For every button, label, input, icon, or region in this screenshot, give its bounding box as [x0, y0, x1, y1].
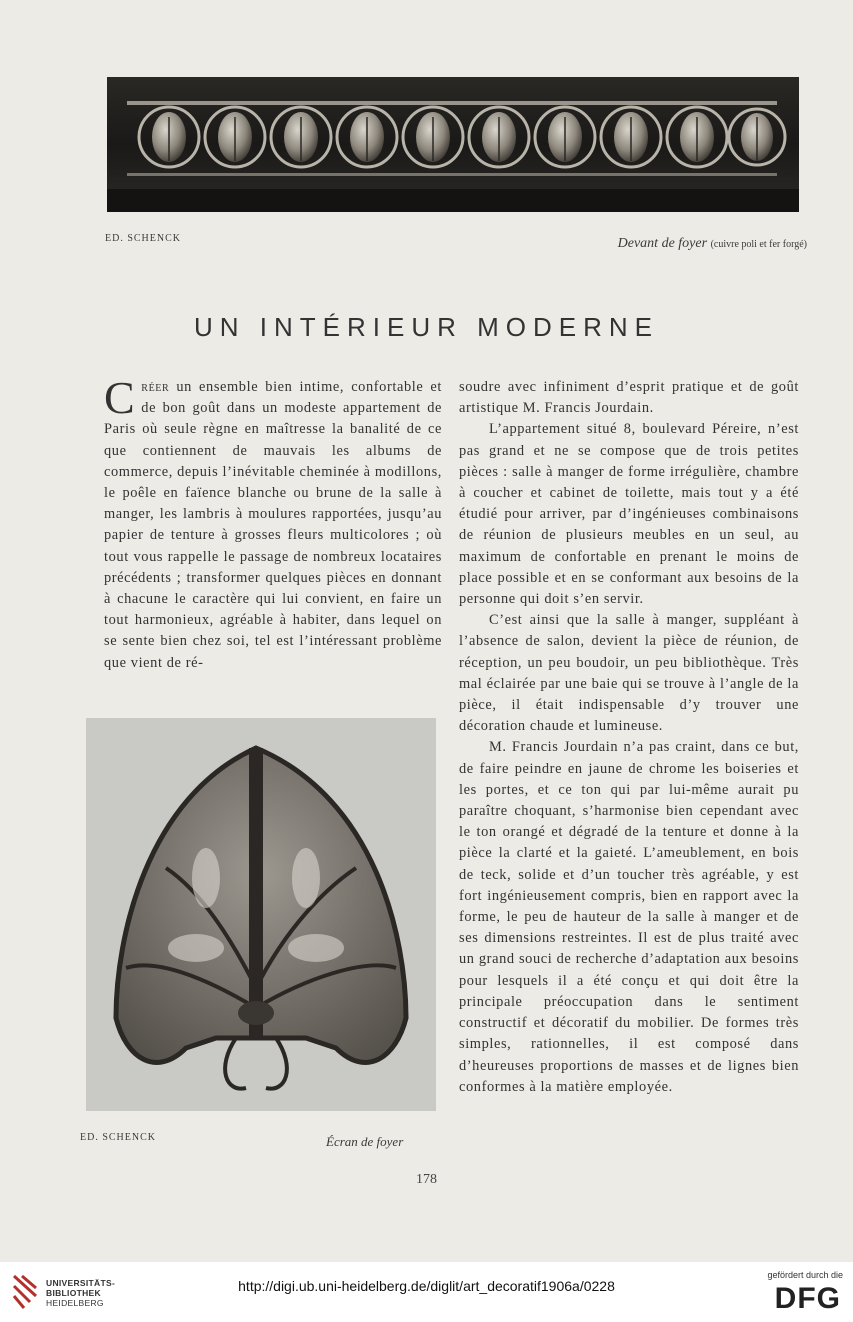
fire-screen-photo — [86, 718, 436, 1111]
viewer-footer — [0, 1262, 853, 1322]
library-line-1: UNIVERSITÄTS- — [46, 1278, 116, 1288]
figure1-caption-detail: (cuivre poli et fer forgé) — [710, 239, 807, 250]
dfg-logo[interactable]: DFG — [774, 1282, 841, 1315]
paragraph-1: soudre avec infiniment d’esprit pratique et de goût artistique M. Francis Jourdain. — [459, 379, 799, 417]
funding-label: gefördert durch die — [767, 1270, 843, 1280]
paragraph-2: L’appartement situé 8, boulevard Péreire, n’est pas grand et ne se compose que de trois petites pièces : salle à manger de forme irrégulière, chambre à coucher et cabinet de toilette, mais tout y a été étudié pour arriver, par d’ingénieuses combinaisons de réunion de plusieurs meubles en un seul, au maximum de confortable en prenant le moins de place possible et en se conformant aux besoins de la personne qui doit s’en servir. — [459, 421, 799, 608]
column-left — [104, 372, 442, 674]
library-line-3: HEIDELBERG — [46, 1298, 104, 1308]
document-url-link[interactable]: http://digi.ub.uni-heidelberg.de/diglit/art_decoratif1906a/0228 — [238, 1278, 615, 1294]
page-number: 178 — [416, 1172, 437, 1187]
paragraph-3: C’est ainsi que la salle à manger, suppléant à l’absence de salon, devient la pièce de réunion, de réception, un peu boudoir, un peu bibliothèque. Très mal éclairée par une baie qui se trouve à l’angle de la pièce, il était indispensable d’y trouver une décoration chaude et lumineuse. — [459, 612, 799, 735]
lead-smallcaps: réer — [141, 379, 170, 395]
figure1-caption-main: Devant de foyer — [617, 236, 708, 251]
library-line-2: BIBLIOTHEK — [46, 1288, 101, 1298]
column-right — [459, 377, 799, 1098]
fire-screen-rail-photo — [107, 77, 799, 212]
column-left-text: un ensemble bien intime, confortable et de bon goût dans un modeste appartement de Paris où seule règne en maîtresse la banalité de ce que contiennent de mauvais les albums de commerce, depuis l’inévitable cheminée à modillons, le poêle en faïence blanche ou brune de la salle à manger, les lambris à moulures rapportées, jusqu’au papier de tenture à grosses fleurs multicolores ; où tout vous rappelle le passage de nombreux locataires précédents ; transformer quelques pièces en donnant à chacune le caractère qui lui convient, en faire un tout harmonieux, agréable à habiter, dans lequel on se sente bien chez soi, tel est l’intéressant problème que vient de ré- — [104, 379, 442, 671]
article-title: UN INTÉRIEUR MODERNE — [193, 312, 659, 342]
paragraph-4: M. Francis Jourdain n’a pas craint, dans ce but, de faire peindre en jaune de chrome les boiseries et les portes, et ce ton qui par lui-même aurait pu paraître choquant, s’harmonise bien cependant avec le ton orangé et dégradé de la tenture et donne à la pièce la clarté et la gaieté. L’ameublement, en bois de teck, solide et d’un toucher très agréable, y est fort ingénieusement compris, bien en rapport avec la forme, le peu de hauteur de la salle à manger et de ses dimensions restreintes. Il est de plus traité avec un grand souci de recherche d’adaptation aux besoins pour lesquels il a été conçu et qui doit être la principale préoccupation dans le sentiment constructif et décoratif du mobilier. De formes très simples, rationnelles, il est composé dans d’heureuses proportions de masses et de lignes bien conformes à la matière employée. — [459, 739, 799, 1095]
figure2-credit: ED. SCHENCK — [80, 1132, 157, 1143]
drop-cap: C — [104, 372, 136, 423]
figure1-credit: ED. SCHENCK — [105, 233, 182, 244]
figure2-caption: Écran de foyer — [326, 1134, 404, 1149]
figure1-caption — [618, 236, 807, 252]
